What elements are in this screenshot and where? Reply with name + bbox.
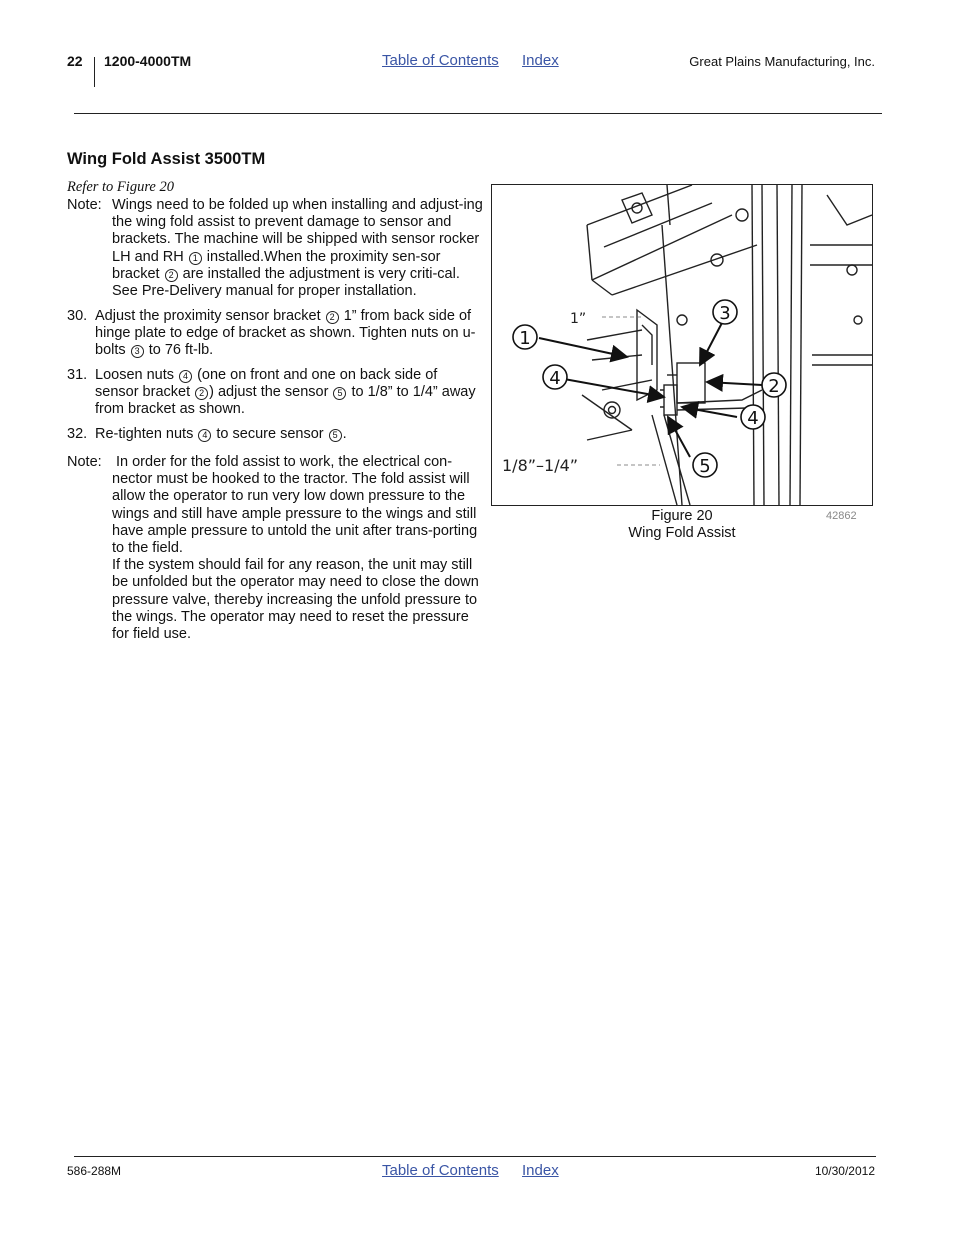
dimension-1-inch: 1” xyxy=(570,311,587,327)
callout-4-symbol: 4 xyxy=(198,429,211,442)
figure-title: Wing Fold Assist xyxy=(628,525,736,541)
callout-5-symbol: 5 xyxy=(333,387,346,400)
figure-wing-fold-assist xyxy=(491,184,873,506)
callout-2-symbol: 2 xyxy=(326,311,339,324)
header-toc-link[interactable]: Table of Contents xyxy=(382,52,499,69)
header-divider xyxy=(94,57,95,87)
page-number: 22 xyxy=(67,53,83,69)
note-label: Note: xyxy=(67,454,102,470)
figure-reference: Refer to Figure 20 xyxy=(67,179,174,195)
note-text: In order for the fold assist to work, the electrical con-nector must be hooked to the tractor. The fold assist will allow the operator to run very low down pressure to the wings and still have ample pressure to the wings and still have ample pressure to untold the unit after trans-porting to the field. xyxy=(112,454,478,557)
figure-image-id: 42862 xyxy=(826,510,857,522)
publication-date: 10/30/2012 xyxy=(814,1164,875,1178)
callout-4-back: 4 xyxy=(747,408,759,429)
callout-1-symbol: 1 xyxy=(189,252,202,265)
document-number: 586-288M xyxy=(67,1164,122,1178)
footer-rule xyxy=(74,1156,876,1157)
note-label: Note: xyxy=(67,197,102,213)
step-text: Re-tighten nuts 4 to secure sensor 5 . xyxy=(95,426,347,442)
note-fold-assist xyxy=(67,454,489,643)
section-title: Wing Fold Assist 3500TM xyxy=(67,150,266,168)
footer-toc-link[interactable]: Table of Contents xyxy=(382,1162,499,1179)
callout-5: 5 xyxy=(699,456,711,477)
figure-caption xyxy=(591,508,773,542)
step-number: 32. xyxy=(67,426,88,442)
callout-3: 3 xyxy=(719,303,731,324)
footer-index-link[interactable]: Index xyxy=(522,1162,559,1179)
dimension-gap: 1/8”–1/4” xyxy=(502,456,579,475)
machine-drawing xyxy=(582,185,872,505)
callout-4-symbol: 4 xyxy=(179,370,192,383)
callout-5-symbol: 5 xyxy=(329,429,342,442)
step-number: 31. xyxy=(67,367,88,383)
step-32 xyxy=(67,426,482,443)
figure-illustration xyxy=(492,185,872,505)
figure-number: Figure 20 xyxy=(651,508,713,524)
note-text-continued: If the system should fail for any reason, the unit may still be unfolded but the operator may need to close the down pressure valve, thereby increasing the unfold pressure to the wings. The operator may need to reset the pressure for field use. xyxy=(112,557,479,643)
callout-1: 1 xyxy=(519,328,531,349)
step-text: Loosen nuts 4 (one on front and one on back side of sensor bracket 2 ) adjust the sensor 5 to 1/8” to 1/4” away from bracket as shown. xyxy=(95,367,476,418)
header-index-link[interactable]: Index xyxy=(522,52,559,69)
leader-arrows xyxy=(539,319,762,457)
note-text: Wings need to be folded up when installing and adjust-ing the wing fold assist to prevent damage to sensor and brackets. The machine will be shipped with sensor rocker LH and RH 1 installed.When the proximity sen-sor bracket 2 are installed the adjustment is very criti-cal. See Pre-Delivery manual for proper installation. xyxy=(112,197,483,300)
note-installation xyxy=(67,197,489,300)
callout-2: 2 xyxy=(768,376,780,397)
company-name: Great Plains Manufacturing, Inc. xyxy=(689,54,875,69)
model-title: 1200-4000TM xyxy=(104,53,192,69)
callout-2-symbol: 2 xyxy=(165,269,178,282)
step-30 xyxy=(67,308,482,360)
callout-2-symbol: 2 xyxy=(195,387,208,400)
callout-3-symbol: 3 xyxy=(131,345,144,358)
header-rule xyxy=(74,113,882,114)
step-31 xyxy=(67,367,482,419)
step-text: Adjust the proximity sensor bracket 2 1” from back side of hinge plate to edge of bracket as shown. Tighten nuts on u-bolts 3 to 76 ft-lb. xyxy=(95,308,476,359)
step-number: 30. xyxy=(67,308,88,324)
callout-4-front: 4 xyxy=(549,368,561,389)
